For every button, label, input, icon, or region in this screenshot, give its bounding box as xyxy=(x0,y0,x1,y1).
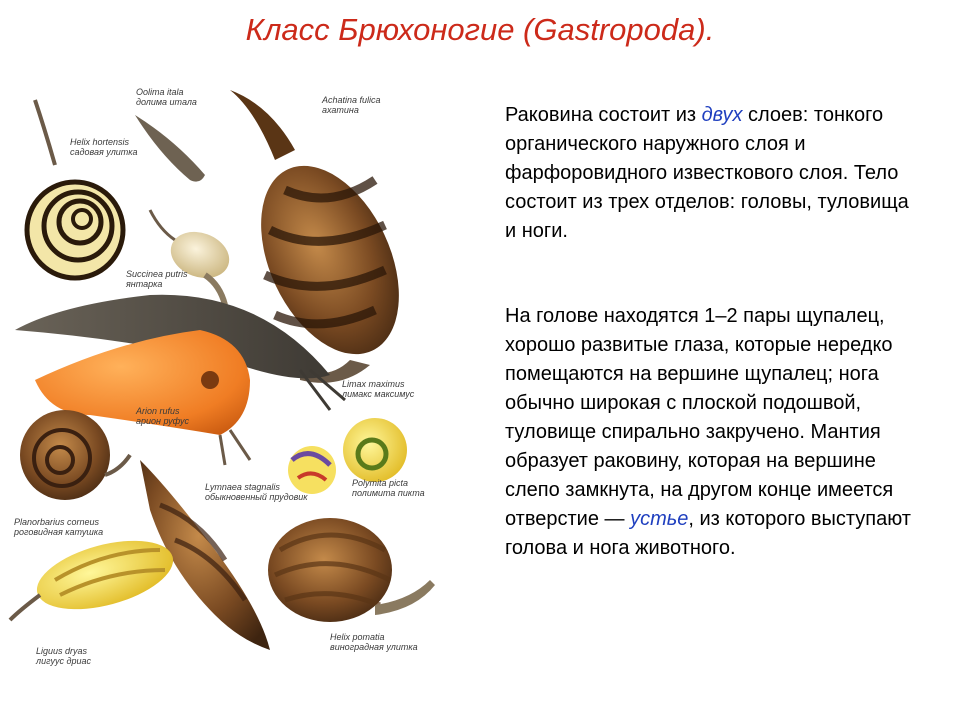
svg-text:Oolima itala: Oolima itala xyxy=(136,87,184,97)
svg-text:Lymnaea stagnalis: Lymnaea stagnalis xyxy=(205,482,280,492)
svg-text:Arion rufus: Arion rufus xyxy=(136,406,180,416)
paragraph1-emphasis: двух xyxy=(701,104,743,126)
svg-text:роговидная катушка: роговидная катушка xyxy=(14,527,104,537)
liguus-snail xyxy=(10,528,180,622)
label-planorbarius xyxy=(13,517,103,537)
succinea-snail xyxy=(150,210,236,305)
svg-text:Limax maximus: Limax maximus xyxy=(342,379,405,389)
gastropod-illustration xyxy=(0,80,480,680)
svg-text:Helix hortensis: Helix hortensis xyxy=(70,137,130,147)
svg-text:Helix pomatia: Helix pomatia xyxy=(330,632,385,642)
svg-text:Planorbarius corneus: Planorbarius corneus xyxy=(14,517,100,527)
label-helix-hortensis xyxy=(70,137,138,157)
svg-text:Succinea putris: Succinea putris xyxy=(126,269,188,279)
oolima-snail xyxy=(135,115,205,182)
paragraph-shell-structure xyxy=(505,101,915,246)
svg-text:янтарка: янтарка xyxy=(126,279,163,289)
svg-text:виноградная улитка: виноградная улитка xyxy=(330,642,418,652)
svg-text:лигуус дриас: лигуус дриас xyxy=(36,656,92,666)
label-lymnaea xyxy=(205,482,308,502)
svg-text:Polymita picta: Polymita picta xyxy=(352,478,409,488)
paragraph1-text-end: слоев: тонкого органического наружного слоя и фарфоровидного известкового слоя. Тело состоит из трех отделов: головы, туловища и ноги. xyxy=(505,104,909,242)
label-succinea xyxy=(125,269,188,289)
paragraph2-emphasis: устье xyxy=(630,508,689,530)
svg-text:полимита пикта: полимита пикта xyxy=(352,488,425,498)
paragraph1-text-start: Раковина состоит из xyxy=(505,104,702,126)
label-limax xyxy=(341,379,415,399)
label-achatina xyxy=(321,95,381,115)
label-helix-pomatia xyxy=(330,632,418,652)
svg-text:ахатина: ахатина xyxy=(322,105,359,115)
paragraph2-text-end: , из которого выступают голова и нога животного. xyxy=(505,508,911,559)
svg-text:арион руфус: арион руфус xyxy=(136,416,190,426)
paragraph2-text-start: На голове находятся 1–2 пары щупалец, хорошо развитые глаза, которые нередко помещаются на вершине щупалец; нога обычно широкая с плоской подошвой, туловище спирально закручено. Мантия образует раковину, которая на вершине слепо замкнута, на другом конце имеется отверстие — xyxy=(505,305,894,530)
label-liguus xyxy=(35,646,92,666)
slide-title: Класс Брюхоногие (Gastropoda). xyxy=(245,12,715,47)
label-polymita xyxy=(352,478,425,498)
paragraph-head-and-body xyxy=(505,302,915,563)
svg-text:долима итала: долима итала xyxy=(136,97,197,107)
planorbarius-snail xyxy=(20,410,130,500)
svg-text:садовая улитка: садовая улитка xyxy=(70,147,138,157)
svg-text:Liguus dryas: Liguus dryas xyxy=(36,646,88,656)
helix-hortensis-snail xyxy=(27,100,123,278)
label-oolima xyxy=(136,87,197,107)
svg-text:Achatina fulica: Achatina fulica xyxy=(322,95,381,105)
svg-text:обыкновенный прудовик: обыкновенный прудовик xyxy=(205,492,308,502)
svg-text:лимакс максимус: лимакс максимус xyxy=(342,389,415,399)
helix-pomatia-snail xyxy=(268,518,435,622)
